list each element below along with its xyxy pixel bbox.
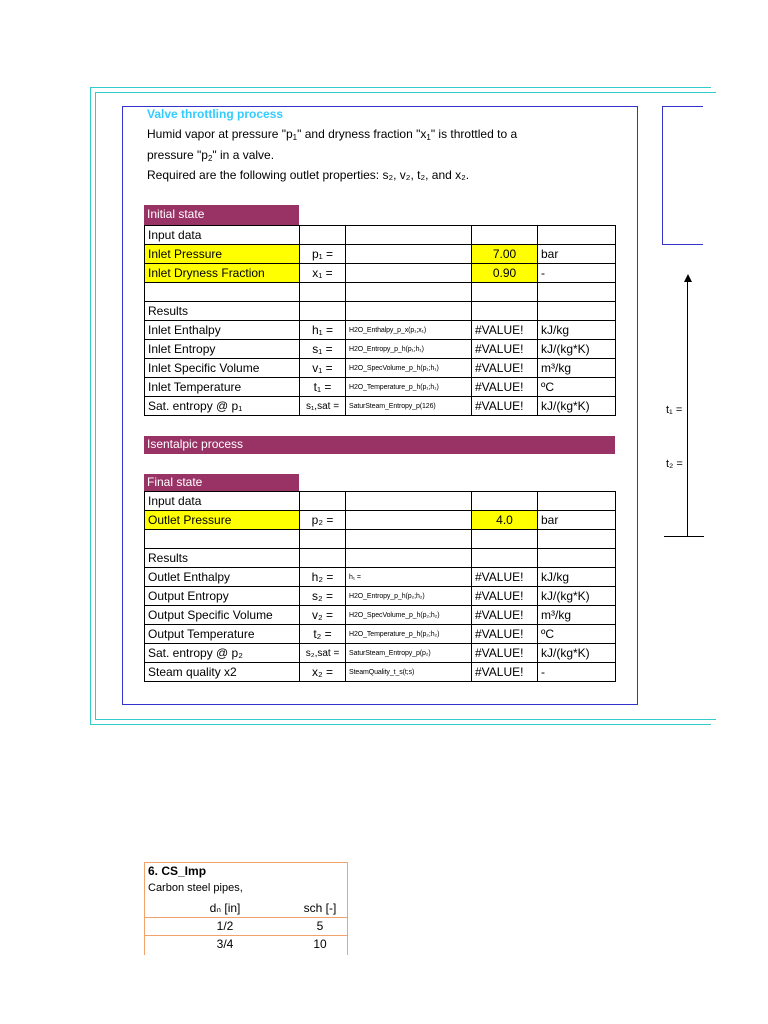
table-row: [145, 606, 616, 625]
row-formula: SaturSteam_Entropy_p(p₂): [346, 644, 472, 663]
carbon-steel-table: [144, 862, 348, 955]
row-unit: kJ/(kg*K): [538, 644, 616, 663]
axis-arrow-icon: [684, 274, 692, 282]
initial-state-band: Initial state: [144, 205, 299, 225]
row-unit: ºC: [538, 378, 616, 397]
table-row: [145, 264, 616, 283]
row-formula: H2O_Enthalpy_p_x(p₁;x₁): [346, 321, 472, 340]
row-unit: -: [538, 663, 616, 682]
row-symbol: s₁,sat =: [300, 397, 346, 416]
table-row: [145, 587, 616, 606]
results-label: Results: [145, 302, 300, 321]
input-data-label: Input data: [145, 226, 300, 245]
cs-col-sch: sch [-]: [303, 901, 337, 915]
row-value: #VALUE!: [472, 606, 538, 625]
row-unit: kJ/(kg*K): [538, 397, 616, 416]
inlet-pressure-cell[interactable]: 7.00: [472, 245, 538, 264]
cs-header-row: [145, 900, 347, 918]
row-value: #VALUE!: [472, 644, 538, 663]
process-band: Isentalpic process: [144, 436, 615, 454]
row-unit: kJ/kg: [538, 568, 616, 587]
cs-cell-dn: 3/4: [216, 937, 234, 951]
row-unit: m³/kg: [538, 606, 616, 625]
results-label: Results: [145, 549, 300, 568]
row-unit: bar: [538, 511, 616, 530]
description-line-1: Humid vapor at pressure "$p_1$" and dryness fraction "$x_1$" is throttled to a: [147, 127, 518, 142]
table-row: [145, 549, 616, 568]
row-symbol: x₂ =: [300, 663, 346, 682]
row-label: Sat. entropy @ p₁: [145, 397, 300, 416]
row-label: Inlet Entropy: [145, 340, 300, 359]
table-row: [145, 644, 616, 663]
row-formula: H2O_Temperature_p_h(p₂;h₂): [346, 625, 472, 644]
row-label: Inlet Dryness Fraction: [145, 264, 300, 283]
initial-input-table: [144, 225, 616, 416]
row-value: #VALUE!: [472, 625, 538, 644]
outlet-pressure-cell[interactable]: 4.0: [472, 511, 538, 530]
row-symbol: h₂ =: [300, 568, 346, 587]
row-symbol: v₂ =: [300, 606, 346, 625]
table-row: [145, 936, 347, 953]
final-input-table: [144, 491, 616, 682]
table-row: [145, 245, 616, 264]
table-row: [145, 568, 616, 587]
row-label: Steam quality x2: [145, 663, 300, 682]
row-value: #VALUE!: [472, 359, 538, 378]
row-unit: kJ/kg: [538, 321, 616, 340]
cs-cell-dn: 1/2: [216, 919, 234, 933]
row-unit: ºC: [538, 625, 616, 644]
table-row: [145, 378, 616, 397]
row-symbol: v₁ =: [300, 359, 346, 378]
cs-cell-sch: 5: [316, 919, 324, 933]
row-label: Output Entropy: [145, 587, 300, 606]
table-row: [145, 359, 616, 378]
table-row: [145, 321, 616, 340]
row-label: Inlet Pressure: [145, 245, 300, 264]
row-unit: kJ/(kg*K): [538, 587, 616, 606]
row-value: #VALUE!: [472, 397, 538, 416]
final-state-band: Final state: [144, 474, 299, 491]
input-data-label: Input data: [145, 492, 300, 511]
diagram-label-t2: t₂ =: [666, 458, 683, 470]
row-label: Inlet Temperature: [145, 378, 300, 397]
row-formula: h₁ =: [346, 568, 472, 587]
cs-title: 6. CS_Imp: [148, 864, 207, 878]
table-row: [145, 492, 616, 511]
diagram-label-t1: t₁ =: [666, 404, 683, 416]
row-symbol: s₂ =: [300, 587, 346, 606]
row-label: Inlet Enthalpy: [145, 321, 300, 340]
row-formula: H2O_Entropy_p_h(p₁;h₁): [346, 340, 472, 359]
table-row: [145, 302, 616, 321]
row-symbol: p₁ =: [300, 245, 346, 264]
row-unit: -: [538, 264, 616, 283]
row-label: Sat. entropy @ p₂: [145, 644, 300, 663]
row-symbol: x₁ =: [300, 264, 346, 283]
row-formula: H2O_Temperature_p_h(p₁;h₁): [346, 378, 472, 397]
row-value: #VALUE!: [472, 340, 538, 359]
row-label: Inlet Specific Volume: [145, 359, 300, 378]
row-symbol: h₁ =: [300, 321, 346, 340]
table-row: [145, 918, 347, 936]
table-row: [145, 511, 616, 530]
table-row: [145, 663, 616, 682]
cs-cell-sch: 10: [313, 937, 327, 951]
row-symbol: s₂,sat =: [300, 644, 346, 663]
right-panel-box: [662, 106, 703, 245]
row-label: Output Specific Volume: [145, 606, 300, 625]
description-line-3: Required are the following outlet properties: s₂, v₂, t₂, and x₂.: [147, 168, 470, 182]
diagram-y-axis: [687, 278, 688, 536]
row-symbol: t₂ =: [300, 625, 346, 644]
row-symbol: t₁ =: [300, 378, 346, 397]
table-row: [145, 340, 616, 359]
row-value: #VALUE!: [472, 378, 538, 397]
row-value: #VALUE!: [472, 587, 538, 606]
row-formula: H2O_Entropy_p_h(p₂;h₂): [346, 587, 472, 606]
table-row: [145, 397, 616, 416]
row-unit: bar: [538, 245, 616, 264]
row-formula: H2O_SpecVolume_p_h(p₁;h₁): [346, 359, 472, 378]
row-symbol: s₁ =: [300, 340, 346, 359]
table-row: [145, 226, 616, 245]
row-formula: SteamQuality_t_s(t;s): [346, 663, 472, 682]
row-label: Output Temperature: [145, 625, 300, 644]
cs-subtitle: Carbon steel pipes,: [148, 882, 243, 894]
table-row: [145, 625, 616, 644]
row-formula: SaturSteam_Entropy_p(126): [346, 397, 472, 416]
diagram-x-axis: [664, 536, 704, 537]
row-value: #VALUE!: [472, 321, 538, 340]
row-unit: m³/kg: [538, 359, 616, 378]
inlet-dryness-cell[interactable]: 0.90: [472, 264, 538, 283]
row-label: Outlet Enthalpy: [145, 568, 300, 587]
page-title: Valve throttling process: [147, 107, 284, 121]
row-symbol: p₂ =: [300, 511, 346, 530]
cs-col-dn: dₙ [in]: [209, 901, 241, 915]
row-value: #VALUE!: [472, 568, 538, 587]
row-label: Outlet Pressure: [145, 511, 300, 530]
row-value: #VALUE!: [472, 663, 538, 682]
row-formula: H2O_SpecVolume_p_h(p₂;h₂): [346, 606, 472, 625]
row-unit: kJ/(kg*K): [538, 340, 616, 359]
description-line-2: pressure "$p_2$" in a valve.: [147, 148, 275, 163]
